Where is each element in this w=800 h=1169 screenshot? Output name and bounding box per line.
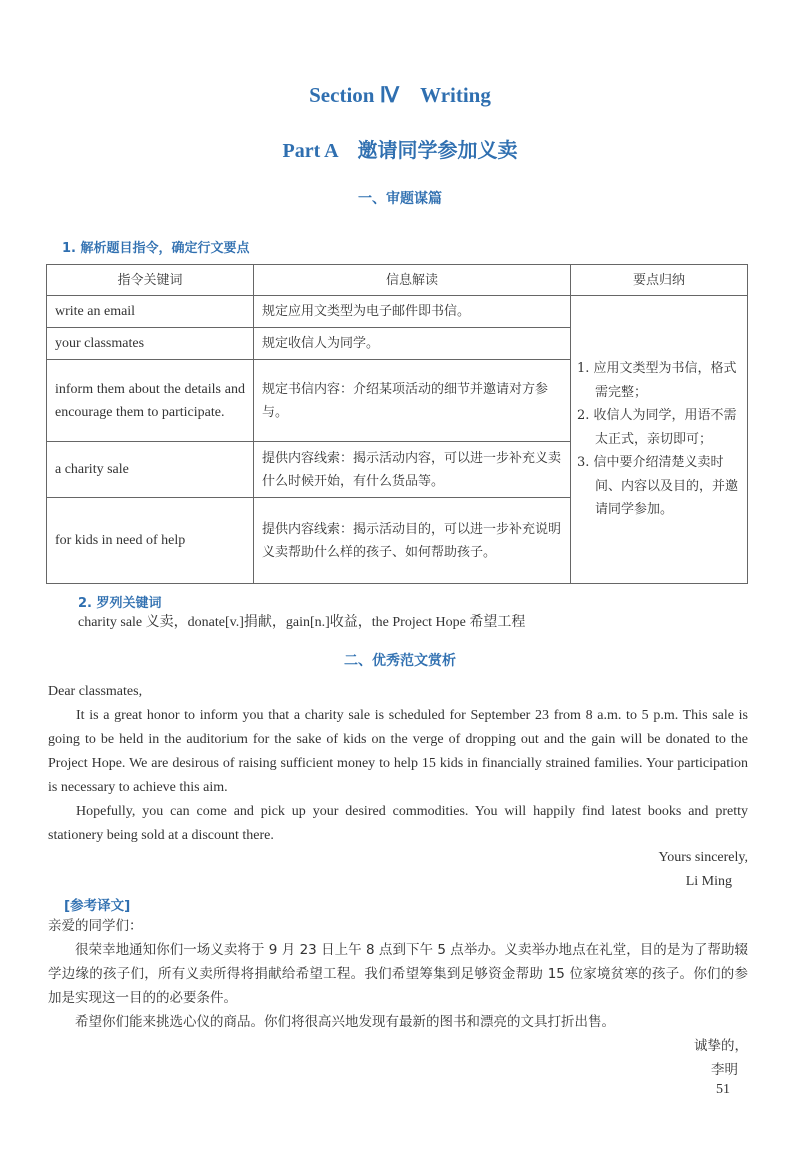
interpretation-cell: 规定书信内容：介绍某项活动的细节并邀请对方参与。 <box>254 360 571 442</box>
translation <box>48 914 748 1082</box>
translation-greeting: 亲爱的同学们： <box>48 918 143 934</box>
page-number: 51 <box>716 1082 730 1097</box>
subsection-heading-2: 二、优秀范文赏析 <box>344 653 456 669</box>
essay-greeting: Dear classmates, <box>48 684 143 699</box>
keyword-cell: inform them about the details and encourage them to participate. <box>47 360 254 442</box>
summary-item: 2. 收信人为同学，用语不需太正式，亲切即可； <box>577 408 737 447</box>
interpretation-cell: 规定应用文类型为电子邮件即书信。 <box>254 296 571 328</box>
summary-cell <box>571 296 748 584</box>
essay-paragraph: Hopefully, you can come and pick up your desired commodities. You will happily find latest books and pretty stationery being sold at a discount there. <box>48 804 748 843</box>
subsection-heading-1: 一、审题谋篇 <box>358 191 442 207</box>
translation-paragraph: 很荣幸地通知你们一场义卖将于 9 月 23 日上午 8 点到下午 5 点举办。义卖举办地点在礼堂，目的是为了帮助辍学边缘的孩子们，所有义卖所得将捐献给希望工程。我们希望筹集到足够资金帮助 15 位家境贫寒的孩子。你们的参加是实现这一目的的必要条件。 <box>48 942 748 1006</box>
essay-signature: Li Ming <box>685 874 732 889</box>
part-title: Part A 邀请同学参加义卖 <box>282 140 518 162</box>
interpretation-cell: 提供内容线索：揭示活动目的，可以进一步补充说明义卖帮助什么样的孩子、如何帮助孩子。 <box>254 498 571 584</box>
interpretation-cell: 提供内容线索：揭示活动内容，可以进一步补充义卖什么时候开始，有什么货品等。 <box>254 442 571 498</box>
keyword-cell: your classmates <box>47 328 254 360</box>
keyword-cell: write an email <box>47 296 254 328</box>
keywords-line: charity sale 义卖，donate[v.]捐献，gain[n.]收益，the Project Hope 希望工程 <box>78 615 526 630</box>
analysis-table <box>46 264 748 584</box>
summary-item: 3. 信中要介绍清楚义卖时间、内容以及目的，并邀请同学参加。 <box>577 455 739 518</box>
table-header: 指令关键词 <box>47 265 254 296</box>
step1-heading: 1. 解析题目指令，确定行文要点 <box>62 241 250 256</box>
model-essay <box>48 680 748 894</box>
table-header-row <box>47 265 748 296</box>
summary-item: 1. 应用文类型为书信，格式需完整； <box>577 361 737 400</box>
step2-heading: 2. 罗列关键词 <box>78 596 162 611</box>
interpretation-cell: 规定收信人为同学。 <box>254 328 571 360</box>
translation-signature: 李明 <box>711 1062 738 1078</box>
table-header: 要点归纳 <box>571 265 748 296</box>
keyword-cell: for kids in need of help <box>47 498 254 584</box>
essay-paragraph: It is a great honor to inform you that a charity sale is scheduled for September 23 from 8 a.m. to 5 p.m. This sale is going to be held in the auditorium for the sake of kids on the verge of dropping out and the gain will be donated to the Project Hope. We are desirous of raising sufficient money to help 15 kids in financially strained families. Your participation is necessary to achieve this aim. <box>48 708 748 795</box>
section-title: Section Ⅳ Writing <box>309 83 491 107</box>
translation-label: [参考译文] <box>64 898 131 914</box>
translation-closing: 诚挚的， <box>694 1038 748 1054</box>
table-row <box>47 296 748 328</box>
translation-paragraph: 希望你们能来挑选心仪的商品。你们将很高兴地发现有最新的图书和漂亮的文具打折出售。 <box>75 1014 615 1030</box>
keyword-cell: a charity sale <box>47 442 254 498</box>
table-header: 信息解读 <box>254 265 571 296</box>
essay-closing: Yours sincerely, <box>658 850 748 865</box>
